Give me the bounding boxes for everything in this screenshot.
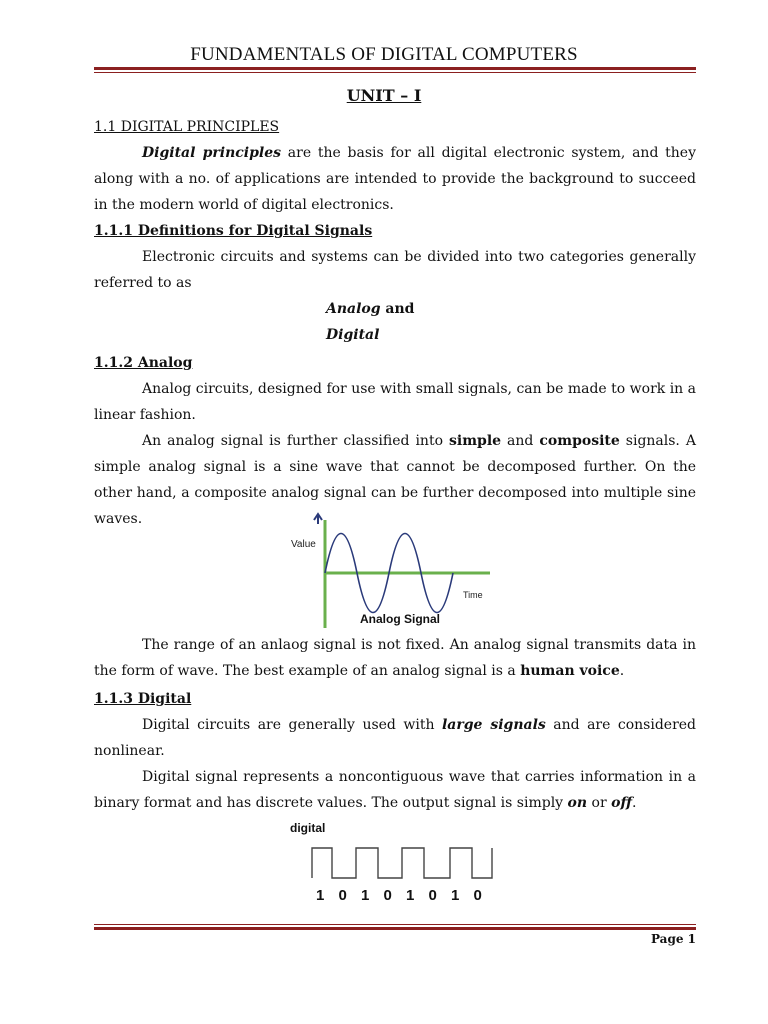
bit-label: 1 [406, 887, 415, 904]
category-analog: Analog [326, 301, 381, 317]
paragraph: An analog signal is further classified into simple and composite signals. A simple analog signal is a sine wave that cannot be decomposed further. On the other hand, a composite analog signal can be further decomposed into multiple sine waves. [94, 433, 696, 527]
term-large-signals: large signals [441, 717, 546, 733]
bit-label: 0 [473, 887, 482, 904]
section-analog [94, 350, 696, 532]
paragraph: Digital signal represents a noncontiguous wave that carries information in a binary format and has discrete values. The output signal is simply on or off. [94, 769, 696, 811]
y-axis-label: Value [291, 539, 316, 550]
section-analog-range [94, 632, 696, 684]
x-axis-label: Time [463, 590, 483, 600]
digital-signal-figure [286, 818, 506, 906]
term-on: on [567, 795, 588, 811]
bit-label: 0 [338, 887, 347, 904]
bit-label: 1 [451, 887, 460, 904]
category-digital: Digital [326, 327, 380, 343]
footer-rule [94, 924, 696, 930]
bit-label: 1 [316, 887, 325, 904]
header-rule [94, 67, 696, 73]
section-heading: 1.1.1 Definitions for Digital Signals [94, 223, 373, 239]
paragraph: The range of an anlaog signal is not fixed. An analog signal transmits data in the form of wave. The best example of an analog signal is a human voice. [94, 637, 696, 679]
bit-label: 1 [361, 887, 370, 904]
page-number: Page 1 [650, 932, 696, 946]
square-wave [312, 848, 492, 878]
bit-label: 0 [383, 887, 392, 904]
paragraph: Digital principles are the basis for all digital electronic system, and they along with a no. of applications are intended to provide the background to succeed in the modern world of digital electronics. [94, 145, 697, 213]
term-off: off [611, 795, 633, 811]
section-heading: 1.1.2 Analog [94, 355, 193, 371]
figure-title: digital [290, 821, 326, 835]
header-title: FUNDAMENTALS OF DIGITAL COMPUTERS [190, 44, 578, 65]
section-heading: 1.1 DIGITAL PRINCIPLES [94, 119, 280, 135]
section-heading: 1.1.3 Digital [94, 691, 192, 707]
paragraph: Electronic circuits and systems can be divided into two categories generally referred to as [94, 249, 696, 291]
section-digital-principles [94, 114, 696, 218]
bit-labels [316, 887, 482, 904]
paragraph: Analog circuits, designed for use with small signals, can be made to work in a linear fashion. [94, 381, 696, 423]
category-list: Analog and Digital [326, 296, 696, 348]
unit-title: UNIT – I [346, 86, 422, 105]
section-digital [94, 686, 696, 816]
paragraph: Digital circuits are generally used with large signals and are considered nonlinear. [94, 717, 697, 759]
figure-caption: Analog Signal [360, 612, 441, 626]
section-definitions [94, 218, 696, 348]
term-simple: simple [449, 433, 502, 449]
term-composite: composite [539, 433, 620, 449]
term-human-voice: human voice [520, 663, 620, 679]
term: Digital principles [142, 145, 282, 161]
analog-signal-figure [285, 512, 495, 630]
bit-label: 0 [428, 887, 437, 904]
